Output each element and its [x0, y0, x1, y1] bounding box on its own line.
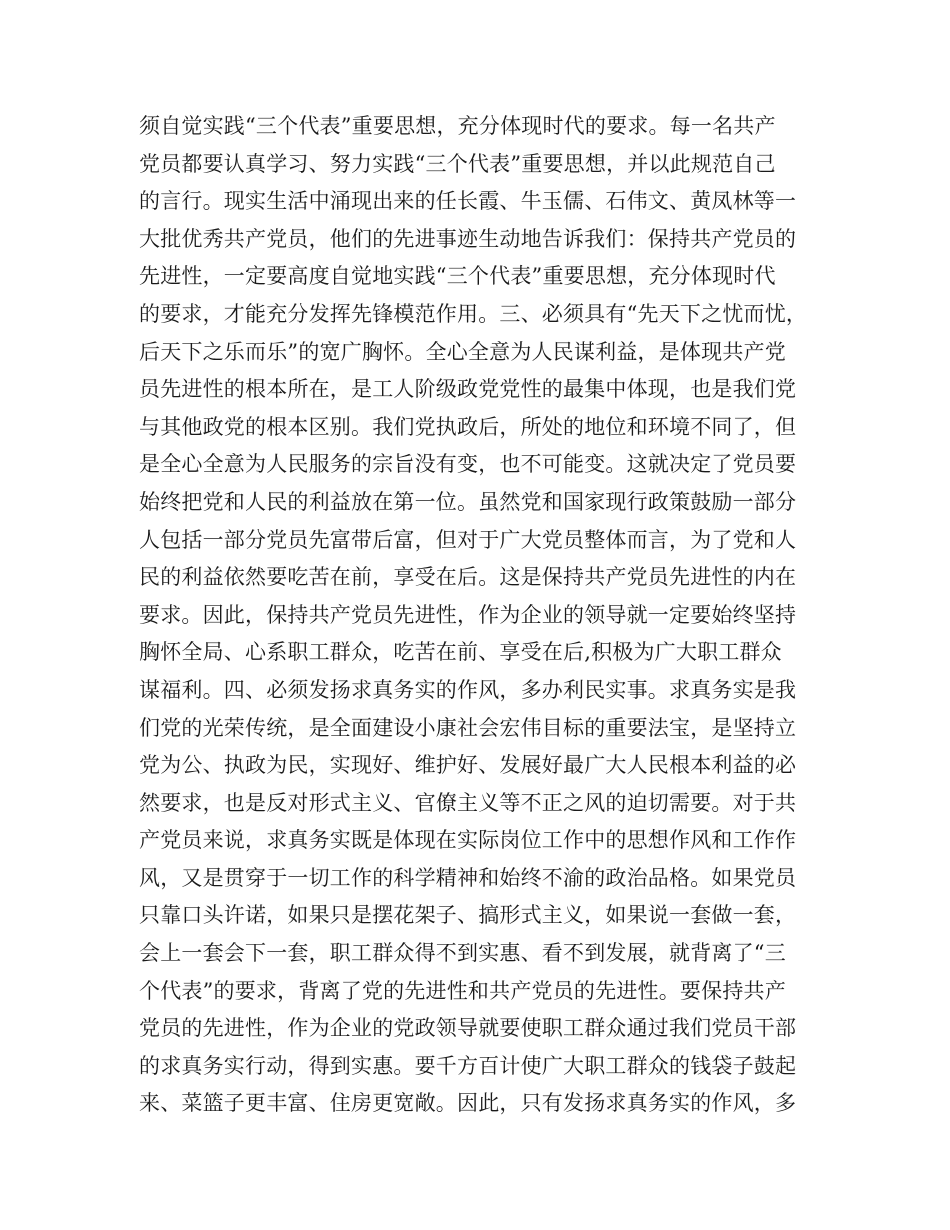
- text-line: 的求真务实行动，得到实惠。要千方百计使广大职工群众的钱袋子鼓起: [139, 1053, 797, 1078]
- text-line: 会上一套会下一套，职工群众得不到实惠、看不到发展，就背离了“三: [139, 941, 786, 966]
- text-line: 民的利益依然要吃苦在前，享受在后。这是保持共产党员先进性的内在: [139, 565, 797, 590]
- text-line: 谋福利。四、必须发扬求真务实的作风，多办利民实事。求真务实是我: [139, 677, 797, 702]
- text-line: 与其他政党的根本区别。我们党执政后，所处的地位和环境不同了，但: [139, 414, 797, 439]
- text-line: 大批优秀共产党员，他们的先进事迹生动地告诉我们：保持共产党员的: [139, 226, 797, 251]
- text-line: 党员的先进性，作为企业的党政领导就要使职工群众通过我们党员干部: [139, 1016, 797, 1041]
- body-text: [139, 108, 819, 1123]
- text-line: 只靠口头许诺，如果只是摆花架子、搞形式主义，如果说一套做一套，: [139, 903, 797, 928]
- text-line: 风，又是贯穿于一切工作的科学精神和始终不渝的政治品格。如果党员: [139, 865, 797, 890]
- text-line: 员先进性的根本所在，是工人阶级政党党性的最集中体现，也是我们党: [139, 377, 797, 402]
- text-line: 胸怀全局、心系职工群众，吃苦在前、享受在后,积极为广大职工群众: [139, 640, 782, 665]
- text-line: 先进性，一定要高度自觉地实践“三个代表”重要思想，充分体现时代: [139, 264, 776, 289]
- text-line: 党员都要认真学习、努力实践“三个代表”重要思想，并以此规范自己: [139, 151, 776, 176]
- text-line: 然要求，也是反对形式主义、官僚主义等不正之风的迫切需要。对于共: [139, 790, 797, 815]
- text-line: 的言行。现实生活中涌现出来的任长霞、牛玉儒、石伟文、黄凤林等一: [139, 189, 797, 214]
- text-line: 人包括一部分党员先富带后富，但对于广大党员整体而言，为了党和人: [139, 527, 797, 552]
- text-line: 党为公、执政为民，实现好、维护好、发展好最广大人民根本利益的必: [139, 753, 797, 778]
- text-line: 个代表”的要求，背离了党的先进性和共产党员的先进性。要保持共产: [139, 978, 786, 1003]
- text-line: 产党员来说，求真务实既是体现在实际岗位工作中的思想作风和工作作: [139, 828, 797, 853]
- text-line: 后天下之乐而乐”的宽广胸怀。全心全意为人民谋利益，是体现共产党: [139, 339, 786, 364]
- text-line: 们党的光荣传统，是全面建设小康社会宏伟目标的重要法宝，是坚持立: [139, 715, 797, 740]
- text-line: 始终把党和人民的利益放在第一位。虽然党和国家现行政策鼓励一部分: [139, 489, 797, 514]
- text-line: 的要求，才能充分发挥先锋模范作用。三、必须具有“先天下之忧而忧，: [139, 301, 808, 326]
- text-line: 要求。因此，保持共产党员先进性，作为企业的领导就一定要始终坚持: [139, 602, 797, 627]
- text-line: 须自觉实践“三个代表”重要思想，充分体现时代的要求。每一名共产: [139, 114, 776, 138]
- text-line: 是全心全意为人民服务的宗旨没有变，也不可能变。这就决定了党员要: [139, 452, 797, 477]
- text-line: 来、菜篮子更丰富、住房更宽敞。因此，只有发扬求真务实的作风，多: [139, 1091, 797, 1116]
